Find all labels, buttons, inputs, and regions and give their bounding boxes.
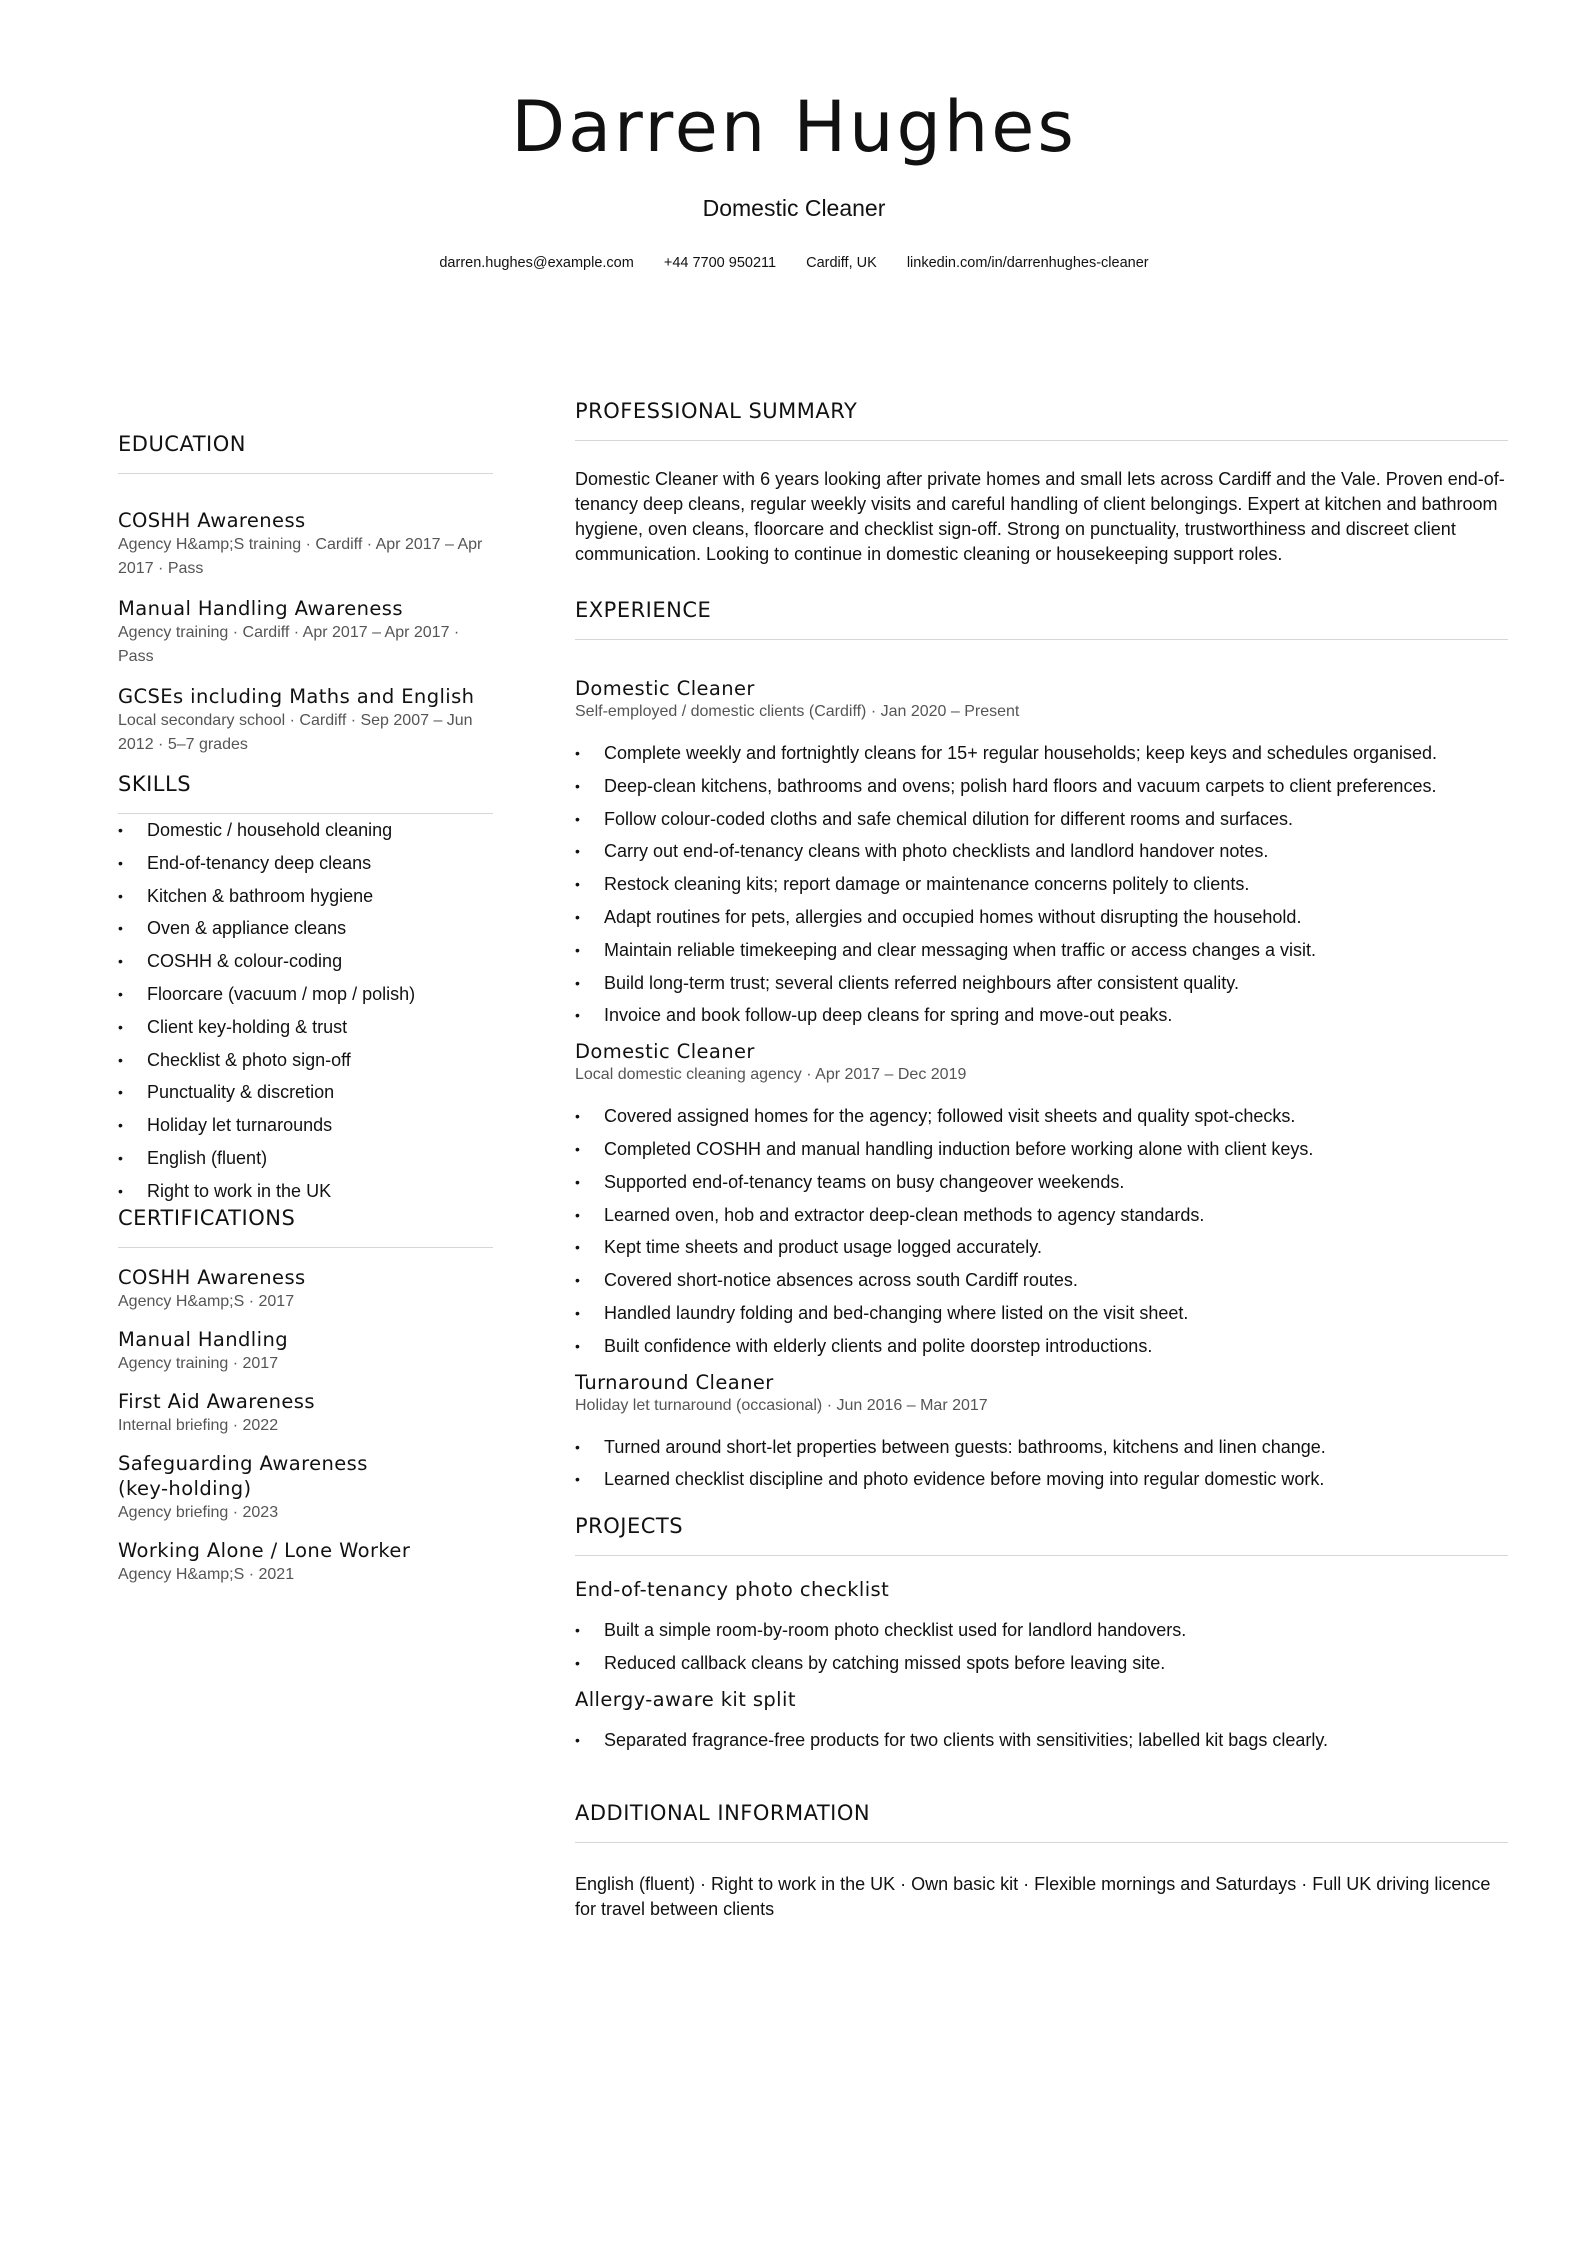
education-meta: Agency training · Cardiff · Apr 2017 – Apr 2017 · Pass: [118, 624, 460, 665]
job-bullet: • Turned around short-let properties between guests: bathrooms, kitchens and linen change.: [575, 1431, 1508, 1464]
project-bullet: • Reduced callback cleans by catching missed spots before leaving site.: [575, 1647, 1508, 1680]
skill-item: • Client key-holding & trust: [118, 1011, 493, 1044]
certification-item: [118, 1538, 493, 1587]
experience-heading: EXPERIENCE: [575, 600, 1508, 640]
certification-name: COSHH Awareness: [118, 1265, 306, 1289]
job-entry: [575, 677, 1508, 1032]
job-bullet: • Built confidence with elderly clients and polite doorstep introductions.: [575, 1330, 1508, 1363]
project-bullets: [575, 1724, 1508, 1757]
job-title: Domestic Cleaner: [575, 1040, 755, 1064]
job-bullet: • Complete weekly and fortnightly cleans for 15+ regular households; keep keys and schedules organised.: [575, 737, 1508, 770]
contact-location: Cardiff, UK: [806, 255, 877, 271]
certification-meta: Agency briefing · 2023: [118, 1503, 279, 1521]
certification-meta: Agency H&amp;S · 2021: [118, 1565, 295, 1583]
skill-item: • End-of-tenancy deep cleans: [118, 847, 493, 880]
education-item: [118, 508, 493, 581]
job-bullet: • Deep-clean kitchens, bathrooms and ovens; polish hard floors and vacuum carpets to client preferences.: [575, 770, 1508, 803]
certification-item: [118, 1265, 493, 1314]
summary-heading: PROFESSIONAL SUMMARY: [575, 401, 1508, 441]
project-entry: [575, 1688, 1508, 1757]
job-bullet: • Carry out end-of-tenancy cleans with photo checklists and landlord handover notes.: [575, 835, 1508, 868]
job-bullets: [575, 1431, 1508, 1497]
job-entry: [575, 1040, 1508, 1362]
job-title: Turnaround Cleaner: [575, 1370, 774, 1394]
job-meta: Local domestic cleaning agency · Apr 2017 – Dec 2019: [575, 1066, 967, 1084]
certification-meta: Internal briefing · 2022: [118, 1416, 279, 1434]
additional-text: English (fluent) · Right to work in the UK · Own basic kit · Flexible mornings and Saturdays · Full UK driving licence for travel between clients: [575, 1873, 1491, 1919]
certification-item: [118, 1327, 493, 1376]
summary-text: Domestic Cleaner with 6 years looking after private homes and small lets across Cardiff and the Vale. Proven end-of-tenancy deep cleans, regular weekly visits and careful handling of client belongings. Expert at kitchen and bathroom hygiene, oven cleans, floorcare and checklist sign-off. Strong on punctuality, trustworthiness and discreet client communication. Looking to continue in domestic cleaning or housekeeping support roles.: [575, 469, 1505, 564]
job-bullets: [575, 737, 1508, 1032]
education-item: [118, 684, 493, 757]
projects-heading: PROJECTS: [575, 1516, 1508, 1556]
certification-name: Manual Handling: [118, 1327, 288, 1351]
skill-item: • Oven & appliance cleans: [118, 912, 493, 945]
job-bullet: • Supported end-of-tenancy teams on busy changeover weekends.: [575, 1166, 1508, 1199]
job-bullet: • Kept time sheets and product usage logged accurately.: [575, 1231, 1508, 1264]
certifications-heading: CERTIFICATIONS: [118, 1208, 493, 1248]
job-bullet: • Covered assigned homes for the agency; followed visit sheets and quality spot-checks.: [575, 1100, 1508, 1133]
project-title: End-of-tenancy photo checklist: [575, 1578, 890, 1602]
skill-item: • Domestic / household cleaning: [118, 814, 493, 847]
project-bullet: • Built a simple room-by-room photo checklist used for landlord handovers.: [575, 1614, 1508, 1647]
job-bullet: • Follow colour-coded cloths and safe chemical dilution for different rooms and surfaces.: [575, 803, 1508, 836]
job-entry: [575, 1371, 1508, 1497]
skill-item: • Right to work in the UK: [118, 1175, 493, 1208]
projects-list: [575, 1578, 1508, 1756]
certification-name: Safeguarding Awareness (key-holding): [118, 1451, 368, 1500]
job-bullets: [575, 1100, 1508, 1362]
skill-item: • Checklist & photo sign-off: [118, 1044, 493, 1077]
job-bullet: • Learned oven, hob and extractor deep-clean methods to agency standards.: [575, 1199, 1508, 1232]
project-title: Allergy-aware kit split: [575, 1687, 796, 1711]
education-name: COSHH Awareness: [118, 509, 306, 532]
education-list: [118, 508, 493, 757]
skill-item: • Floorcare (vacuum / mop / polish): [118, 978, 493, 1011]
job-bullet: • Restock cleaning kits; report damage or maintenance concerns politely to clients.: [575, 868, 1508, 901]
contact-phone: +44 7700 950211: [663, 255, 777, 271]
contact-linkedin: linkedin.com/in/darrenhughes-cleaner: [906, 255, 1149, 271]
skill-item: • Punctuality & discretion: [118, 1076, 493, 1109]
job-bullet: • Learned checklist discipline and photo evidence before moving into regular domestic work.: [575, 1463, 1508, 1496]
job-bullet: • Build long-term trust; several clients referred neighbours after consistent quality.: [575, 967, 1508, 1000]
certifications-list: [118, 1265, 493, 1587]
job-bullet: • Completed COSHH and manual handling induction before working alone with client keys.: [575, 1133, 1508, 1166]
skill-item: • Holiday let turnarounds: [118, 1109, 493, 1142]
certification-name: First Aid Awareness: [118, 1389, 315, 1413]
job-title: Domestic Cleaner: [575, 677, 755, 700]
education-meta: Agency H&amp;S training · Cardiff · Apr 2017 – Apr 2017 · Pass: [118, 536, 483, 577]
contact-line: [0, 256, 1588, 271]
certification-name: Working Alone / Lone Worker: [118, 1538, 411, 1562]
certification-meta: Agency training · 2017: [118, 1354, 279, 1372]
contact-email: darren.hughes@example.com: [439, 255, 634, 271]
job-meta: Holiday let turnaround (occasional) · Jun 2016 – Mar 2017: [575, 1396, 988, 1414]
left-column: [118, 434, 493, 1600]
education-name: GCSEs including Maths and English: [118, 685, 475, 708]
education-heading: EDUCATION: [118, 434, 493, 474]
job-meta: Self-employed / domestic clients (Cardiff) · Jan 2020 – Present: [575, 703, 1020, 720]
job-bullet: • Handled laundry folding and bed-changing where listed on the visit sheet.: [575, 1297, 1508, 1330]
project-entry: [575, 1578, 1508, 1680]
certification-meta: Agency H&amp;S · 2017: [118, 1292, 295, 1310]
skill-item: • Kitchen & bathroom hygiene: [118, 880, 493, 913]
job-bullet: • Invoice and book follow-up deep cleans for spring and move-out peaks.: [575, 999, 1508, 1032]
certification-item: [118, 1451, 493, 1525]
certification-item: [118, 1389, 493, 1438]
skill-item: • COSHH & colour-coding: [118, 945, 493, 978]
candidate-role: Domestic Cleaner: [702, 195, 886, 221]
education-name: Manual Handling Awareness: [118, 597, 403, 620]
project-bullet: • Separated fragrance-free products for two clients with sensitivities; labelled kit bags clearly.: [575, 1724, 1508, 1757]
skills-heading: SKILLS: [118, 774, 493, 814]
skill-item: • English (fluent): [118, 1142, 493, 1175]
job-bullet: • Covered short-notice absences across south Cardiff routes.: [575, 1264, 1508, 1297]
experience-list: [575, 677, 1508, 1496]
project-bullets: [575, 1614, 1508, 1680]
right-column: [575, 401, 1508, 1922]
candidate-name: Darren Hughes: [511, 86, 1077, 168]
education-item: [118, 596, 493, 669]
skills-list: [118, 814, 493, 1208]
job-bullet: • Maintain reliable timekeeping and clear messaging when traffic or access changes a visit.: [575, 934, 1508, 967]
education-meta: Local secondary school · Cardiff · Sep 2007 – Jun 2012 · 5–7 grades: [118, 712, 473, 753]
job-bullet: • Adapt routines for pets, allergies and occupied homes without disrupting the household.: [575, 901, 1508, 934]
additional-heading: ADDITIONAL INFORMATION: [575, 1803, 1508, 1843]
